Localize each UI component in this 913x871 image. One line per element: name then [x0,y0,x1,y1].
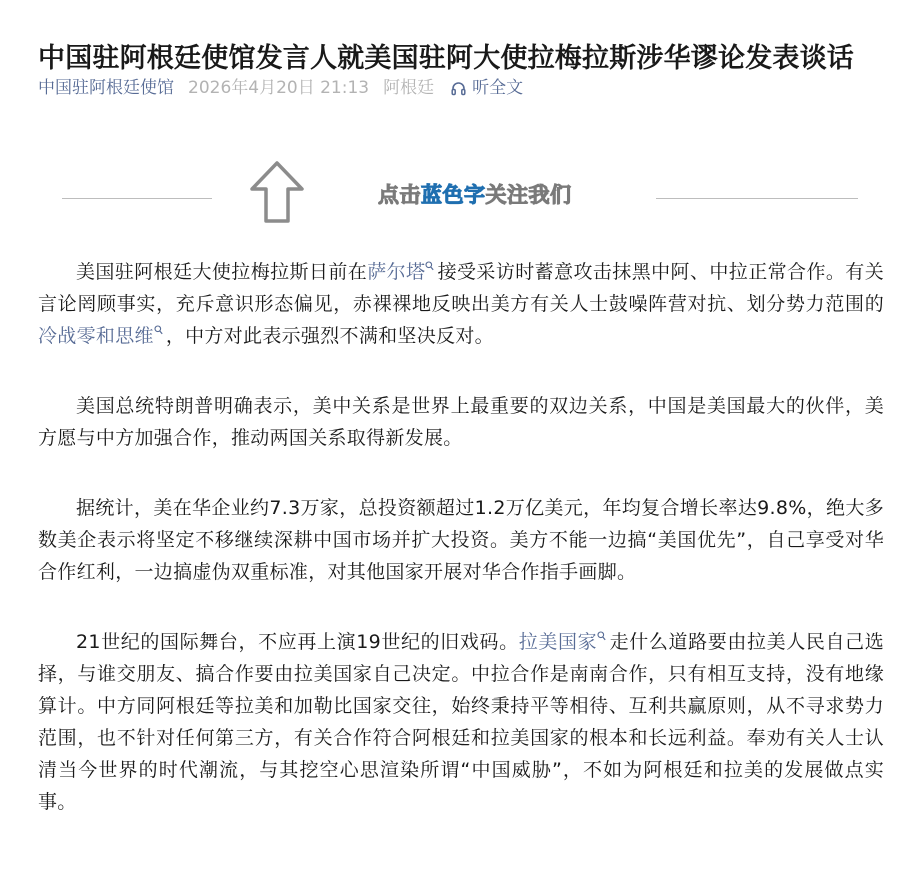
account-name-link[interactable]: 中国驻阿根廷使馆 [38,78,174,98]
keyword-link-cold-war[interactable]: 冷战零和思维 [38,325,154,347]
listen-button[interactable] [450,76,523,100]
follow-prefix: 点击 [378,183,421,207]
paragraph-3: 据统计，美在华企业约7.3万家，总投资额超过1.2万亿美元，年均复合增长率达9.8%，绝大多数美企表示将坚定不移继续深耕中国市场并扩大投资。美方不能一边搞“美国优先”，自己享受对华合作红利，一边搞虚伪双重标准，对其他国家开展对华合作指手画脚。 [38,497,884,583]
article-meta [38,76,523,100]
listen-label: 听全文 [472,78,524,98]
paragraph-1 [38,256,884,352]
paragraph-text: 走什么道路要由拉美人民自己选择，与谁交朋友、搞合作要由拉美国家自己决定。中拉合作是南南合作，只有相互支持，没有地缘算计。中方同阿根廷等拉美和加勒比国家交往，始终秉持平等相待、互利共赢原则，从不寻求势力范围，也不针对任何第三方，有关合作符合阿根廷和拉美国家的根本和长远利益。奉劝有关人士认清当今世界的时代潮流，与其挖空心思渲染所谓“中国威胁”，不如为阿根廷和拉美的发展做点实事。 [38,631,885,813]
paragraph-text: ，中方对此表示强烈不满和坚决反对。 [165,325,494,347]
keyword-link-salta[interactable]: 萨尔塔 [367,261,426,283]
search-mini-icon[interactable] [154,325,163,338]
headphones-icon [450,80,467,97]
paragraph-text: 接受采访时蓄意攻击抹黑中阿、中拉正常合作。有关言论罔顾事实，充斥意识形态偏见，赤裸裸地反映出美方有关人士鼓噪阵营对抗、划分势力范围的 [38,261,884,315]
keyword-link-latin-america[interactable]: 拉美国家 [518,631,598,653]
publish-location: 阿根廷 [383,78,435,98]
article-title: 中国驻阿根廷使馆发言人就美国驻阿大使拉梅拉斯涉华谬论发表谈话 [38,43,854,75]
divider-left [62,198,212,199]
paragraph-text: 21世纪的国际舞台，不应再上演19世纪的旧戏码。 [76,631,519,653]
search-mini-icon[interactable] [425,261,434,274]
up-arrow-icon [248,160,306,224]
paragraph-2: 美国总统特朗普明确表示，美中关系是世界上最重要的双边关系，中国是美国最大的伙伴，美方愿与中方加强合作，推动两国关系取得新发展。 [38,395,884,449]
follow-highlight: 蓝色字 [421,183,486,207]
follow-suffix: 关注我们 [485,183,572,207]
paragraph-text: 美国驻阿根廷大使拉梅拉斯日前在 [76,261,368,283]
publish-datetime: 2026年4月20日 21:13 [188,78,370,98]
paragraph-4 [38,626,884,818]
follow-banner [62,158,858,230]
divider-right [656,198,858,199]
follow-us-text [378,180,572,210]
article-body [38,256,884,856]
search-mini-icon[interactable] [597,631,606,644]
